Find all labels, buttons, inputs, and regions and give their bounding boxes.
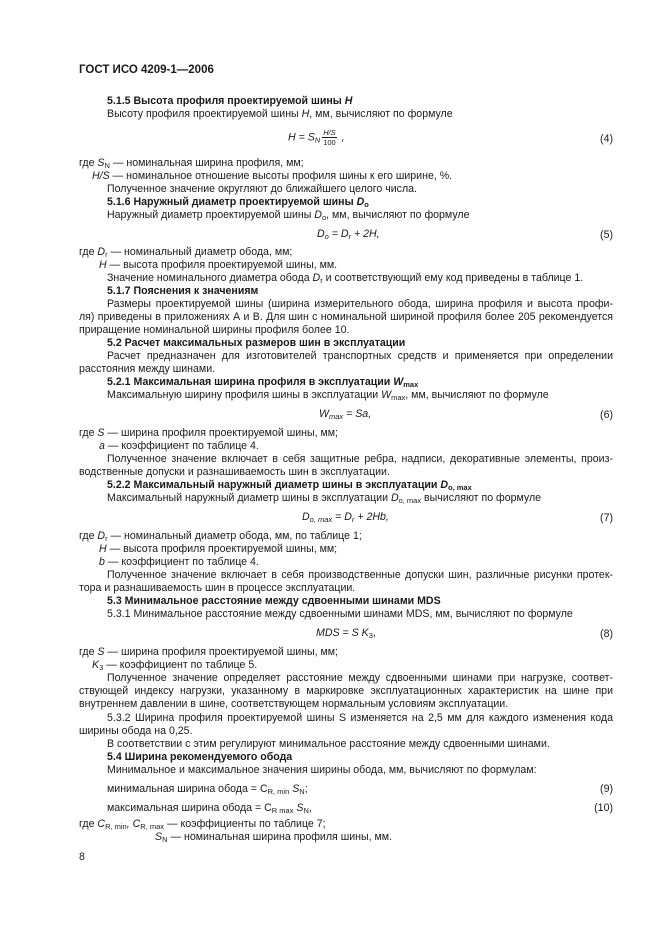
formula-7: $D_{o, max} = D_r + 2Hb$, xyxy=(302,511,389,524)
formula-8: MDS = S $K_3$, xyxy=(316,627,376,640)
section-54-title: 5.4 Ширина рекомендуемого обода xyxy=(107,751,293,763)
paragraph-line: ствующей индексу нагрузки, указанному в маркировке эксплуатационных характеристик на шине при xyxy=(79,685,613,697)
section-516-title: 5.1.6 Наружный диаметр проектируемой шины $D_o$ xyxy=(107,196,369,209)
formula-9-number: (9) xyxy=(600,783,613,795)
where-line: H — высота профиля проектируемой шины, мм; xyxy=(99,543,338,555)
where-line: a — коэффициент по таблице 4. xyxy=(99,440,259,452)
formula-6: $W_{max} = Sa$, xyxy=(319,408,372,421)
page-header: ГОСТ ИСО 4209-1—2006 xyxy=(79,64,214,76)
paragraph-line: внутреннем давлении в шине, соответствующем нормальным условиям эксплуатации. xyxy=(79,698,509,710)
paragraph-line: расстояния между шинами. xyxy=(79,363,216,375)
section-531-intro: 5.3.1 Минимальное расстояние между сдвоенными шинами MDS, мм, вычисляют по формуле xyxy=(107,608,573,620)
section-522-intro: Максимальный наружный диаметр шины в эксплуатации $D_{o, max}$ вычисляют по формуле xyxy=(107,492,542,505)
paragraph-line: Расчет предназначен для изготовителей транспортных средств и применяется при определении xyxy=(107,350,613,362)
where-line: где $D_r$ — номинальный диаметр обода, мм, по таблице 1; xyxy=(79,530,362,543)
section-54-intro: Минимальное и максимальное значения ширины обода, мм, вычисляют по формулам: xyxy=(107,764,537,776)
section-521-intro: Максимальную ширину профиля шины в эксплуатации $W_{max}$, мм, вычисляют по формуле xyxy=(107,389,549,402)
formula-7-number: (7) xyxy=(600,512,613,524)
section-515-intro: Высоту профиля проектируемой шины H, мм, вычисляют по формуле xyxy=(107,108,453,120)
section-515-note: Полученное значение округляют до ближайшего целого числа. xyxy=(107,183,417,195)
section-515-title: 5.1.5 Высота профиля проектируемой шины H xyxy=(107,95,353,107)
paragraph-line: Полученное значение включает в себя производственные допуски шин, различные рисунки протек- xyxy=(107,569,613,581)
formula-10: максимальная ширина обода = $C_{R max}$ $S_N$, xyxy=(107,802,312,815)
formula-10-number: (10) xyxy=(594,802,613,814)
page-number: 8 xyxy=(79,851,85,863)
section-522-title: 5.2.2 Максимальный наружный диаметр шины в эксплуатации $D_{o, max}$ xyxy=(107,479,472,492)
paragraph-line: Размеры проектируемой шины (ширина измерительного обода, ширина профиля и высота профи- xyxy=(107,298,613,310)
section-53-title: 5.3 Минимальное расстояние между сдвоенными шинами MDS xyxy=(107,595,441,607)
where-line: где $S_N$ — номинальная ширина профиля, мм; xyxy=(79,157,304,170)
section-521-title: 5.2.1 Максимальная ширина профиля в эксплуатации $W_{max}$ xyxy=(107,376,419,389)
where-line: где $D_r$ — номинальный диаметр обода, мм; xyxy=(79,246,293,259)
formula-4: $H = S_N$ $\frac{H/S}{100}$ , xyxy=(288,128,345,147)
section-517-title: 5.1.7 Пояснения к значениям xyxy=(107,285,259,297)
where-line: где $C_{R, min}$, $C_{R, max}$ — коэффициенты по таблице 7; xyxy=(79,818,326,831)
paragraph-line: ля) приведены в приложениях А и В. Для шин с номинальной шириной профиля более 205 рекомендуется xyxy=(79,311,613,323)
paragraph-line: Полученное значение включает в себя защитные ребра, надписи, декоративные элементы, произ- xyxy=(107,453,613,465)
paragraph-line: приращение номинальной ширины профиля более 10. xyxy=(79,324,350,336)
formula-4-number: (4) xyxy=(600,133,613,145)
paragraph-line: водственные допуски и разнашиваемость шин в эксплуатации. xyxy=(79,466,390,478)
section-52-title: 5.2 Расчет максимальных размеров шин в эксплуатации xyxy=(107,337,406,349)
paragraph-line: 5.3.2 Ширина профиля проектируемой шины S изменяется на 2,5 мм для каждого изменения кода xyxy=(107,712,613,724)
where-line: H/S — номинальное отношение высоты профиля шины к его ширине, %. xyxy=(92,170,453,182)
paragraph-line: ширины обода на 0,25. xyxy=(79,725,193,737)
formula-6-number: (6) xyxy=(600,409,613,421)
paragraph-line: В соответствии с этим регулируют минимальное расстояние между сдвоенными шинами. xyxy=(107,738,550,750)
where-line: b — коэффициент по таблице 4. xyxy=(99,556,259,568)
formula-8-number: (8) xyxy=(600,628,613,640)
where-line: H — высота профиля проектируемой шины, мм. xyxy=(99,259,338,271)
formula-5-number: (5) xyxy=(600,229,613,241)
where-line: $K_3$ — коэффициент по таблице 5. xyxy=(92,659,258,672)
where-line: где S — ширина профиля проектируемой шины, мм; xyxy=(79,427,338,439)
formula-9: минимальная ширина обода = $C_{R, min}$ $S_N$; xyxy=(107,783,308,796)
formula-5: $D_o = D_r + 2H$, xyxy=(317,228,380,241)
where-line: где S — ширина профиля проектируемой шины, мм; xyxy=(79,646,338,658)
paragraph-line: Полученное значение определяет расстояние между сдвоенными шинами при нагрузке, соответ- xyxy=(107,672,613,684)
paragraph-line: тора и разнашиваемость шин в процессе эксплуатации. xyxy=(79,582,356,594)
section-516-note: Значение номинального диаметра обода $D_r$ и соответствующий ему код приведены в таблице 1. xyxy=(107,272,584,285)
section-516-intro: Наружный диаметр проектируемой шины $D_o$, мм, вычисляют по формуле xyxy=(107,209,470,222)
where-line: $S_N$ — номинальная ширина профиля шины, мм. xyxy=(155,831,392,844)
